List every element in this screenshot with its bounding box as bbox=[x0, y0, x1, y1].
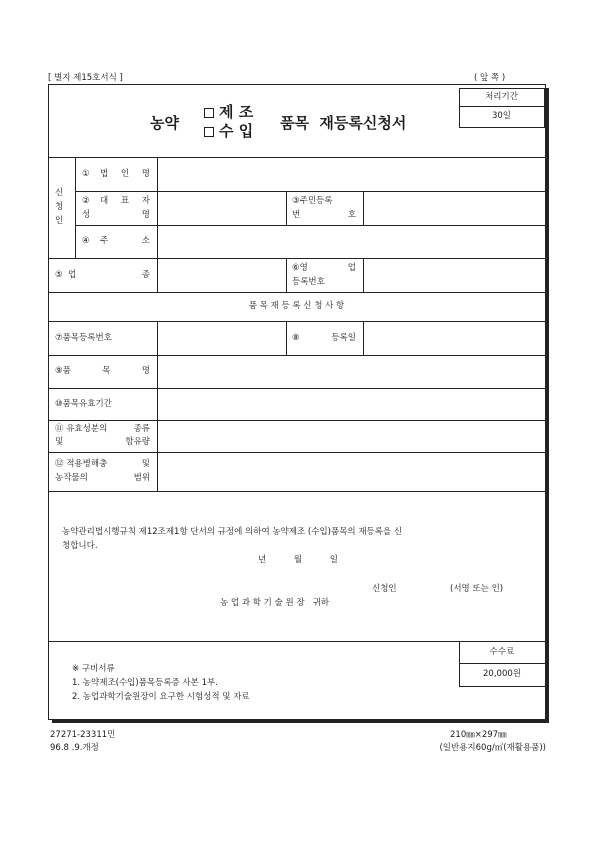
ingredients-label-line1: ⑪ 유효성분의 종류 bbox=[55, 424, 150, 434]
representative-num: ② bbox=[82, 196, 90, 206]
business-type-field[interactable] bbox=[158, 259, 285, 292]
resident-no-line2: 번 호 bbox=[292, 210, 356, 220]
address-num: ④ bbox=[82, 236, 90, 246]
representative-field[interactable] bbox=[158, 192, 285, 225]
business-reg-label-line1: ⑥영 업 bbox=[292, 263, 356, 273]
row-line bbox=[48, 292, 545, 293]
applicant-group-char: 인 bbox=[55, 216, 64, 226]
footer-paper-size: 210㎜×297㎜ bbox=[450, 730, 507, 740]
checkbox-import[interactable] bbox=[204, 127, 214, 137]
processing-divider bbox=[459, 106, 544, 107]
title-option-manufacture: 제 조 bbox=[204, 104, 253, 120]
product-reg-no-label: ⑦품목등록번호 bbox=[55, 333, 112, 343]
validity-label: ⑩품목유효기간 bbox=[55, 399, 112, 409]
validity-field[interactable] bbox=[158, 389, 544, 420]
footer-revision: 96.8 .9.개정 bbox=[50, 743, 99, 753]
address-label: 주 소 bbox=[100, 236, 150, 246]
ingredients-label-line2: 및 함유량 bbox=[55, 437, 150, 447]
fee-value: 20,000원 bbox=[483, 669, 521, 679]
reg-date-label: ⑧ 등록일 bbox=[292, 333, 356, 343]
signature-note[interactable]: (서명 또는 인) bbox=[450, 584, 504, 594]
footer-paper-type: (일반용지60g/㎡(재활용품)) bbox=[439, 743, 546, 753]
applicant-signature-label: 신청인 bbox=[372, 584, 397, 594]
fee-label: 수수료 bbox=[489, 647, 515, 657]
business-type-label: 업 종 bbox=[68, 270, 150, 280]
form-number: [ 별지 제15호서식 ] bbox=[48, 73, 123, 83]
ingredients-field[interactable] bbox=[158, 421, 544, 452]
recipient-line: 농 업 과 학 기 술 원 장 귀하 bbox=[220, 598, 330, 608]
pests-label-line1: ⑫ 적용병해충 및 bbox=[55, 459, 150, 469]
product-reg-no-field[interactable] bbox=[158, 322, 285, 355]
documents-item: 1. 농약제조(수입)품목등록증 사본 1부. bbox=[72, 678, 218, 688]
date-line[interactable]: 년 월 일 bbox=[258, 555, 338, 565]
corp-name-label: 법 인 명 bbox=[100, 169, 150, 179]
corp-name-field[interactable] bbox=[158, 158, 544, 191]
representative-label-line1: 대 표 자 bbox=[100, 196, 150, 206]
representative-label-line2: 성 명 bbox=[82, 210, 150, 220]
col-line bbox=[286, 321, 287, 355]
reg-date-field[interactable] bbox=[364, 322, 544, 355]
row-line bbox=[48, 491, 545, 492]
pests-field[interactable] bbox=[158, 453, 544, 491]
col-line bbox=[75, 157, 76, 258]
documents-item: 2. 농업과학기술원장이 요구한 시험성적 및 자료 bbox=[72, 692, 250, 702]
col-line bbox=[286, 258, 287, 292]
col-line bbox=[286, 191, 287, 225]
title-suffix: 품목 재등록신청서 bbox=[280, 114, 407, 132]
fee-divider bbox=[459, 663, 545, 664]
business-type-num: ⑤ bbox=[55, 270, 63, 280]
applicant-group-char: 청 bbox=[55, 202, 64, 212]
row-line bbox=[48, 641, 545, 642]
product-name-field[interactable] bbox=[158, 356, 544, 388]
applicant-group-char: 신 bbox=[55, 188, 64, 198]
processing-period-value: 30일 bbox=[491, 111, 512, 121]
business-reg-label-line2: 등록번호 bbox=[292, 277, 325, 287]
business-reg-field[interactable] bbox=[364, 259, 544, 292]
checkbox-manufacture[interactable] bbox=[204, 108, 214, 118]
declaration-line2: 청합니다. bbox=[62, 541, 98, 551]
fee-box-bottom bbox=[459, 686, 545, 687]
footer-code: 27271-23311민 bbox=[50, 730, 116, 740]
title-prefix: 농약 bbox=[150, 114, 179, 132]
documents-heading: ※ 구비서류 bbox=[72, 664, 115, 674]
resident-no-line1: ③주민등록 bbox=[292, 196, 333, 206]
declaration-line1: 농약관리법시행규칙 제12조제1항 단서의 규정에 의하여 농약제조 (수입)품목의 재등록을 신 bbox=[62, 527, 403, 537]
processing-period-label: 처리기간 bbox=[485, 92, 518, 102]
resident-no-field[interactable] bbox=[364, 192, 544, 225]
title-option-import: 수 입 bbox=[204, 123, 253, 139]
pests-label-line2: 농작물의 범위 bbox=[55, 473, 150, 483]
corp-name-num: ① bbox=[82, 169, 90, 179]
address-field[interactable] bbox=[158, 226, 544, 258]
page-side-label: ( 앞 쪽 ) bbox=[474, 73, 506, 83]
product-name-label: ⑨품 목 명 bbox=[55, 366, 150, 376]
section-title: 품 목 재 등 록 신 청 사 항 bbox=[248, 301, 345, 311]
